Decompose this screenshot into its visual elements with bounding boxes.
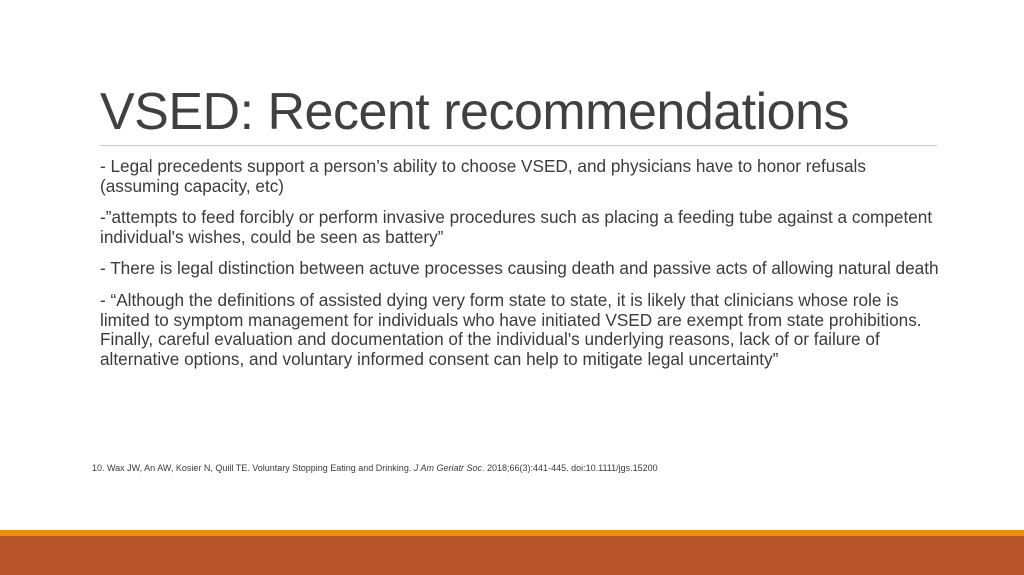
bullet-paragraph: - Legal precedents support a person’s ability to choose VSED, and physicians have to honor refusals (assuming capacity, etc) <box>100 156 866 196</box>
slide-body <box>100 157 940 381</box>
footer-band <box>0 536 1024 575</box>
citation-authors: 10. Wax JW, An AW, Kosier N, Quill TE. Voluntary Stopping Eating and Drinking. <box>92 463 414 473</box>
title-divider <box>100 145 937 146</box>
bullet-paragraph: - There is legal distinction between actuve processes causing death and passive acts of allowing natural death <box>100 258 939 279</box>
citation-details: . 2018;66(3):441-445. doi:10.1111/jgs.15200 <box>482 463 658 473</box>
bullet-paragraph: - “Although the definitions of assisted dying very form state to state, it is likely that clinicians whose role is limited to symptom management for individuals who have initiated VSED are exempt from state prohibitions. Finally, careful evaluation and documentation of the individual's underlying reasons, lack of or failure of alternative options, and voluntary informed consent can help to mitigate legal uncertainty” <box>100 289 922 369</box>
citation-journal: J Am Geriatr Soc <box>413 463 483 473</box>
citation <box>92 462 658 474</box>
slide-title: VSED: Recent recommendations <box>100 83 850 141</box>
bullet-paragraph: -”attempts to feed forcibly or perform invasive procedures such as placing a feeding tube against a competent individual's wishes, could be seen as battery” <box>100 207 933 247</box>
